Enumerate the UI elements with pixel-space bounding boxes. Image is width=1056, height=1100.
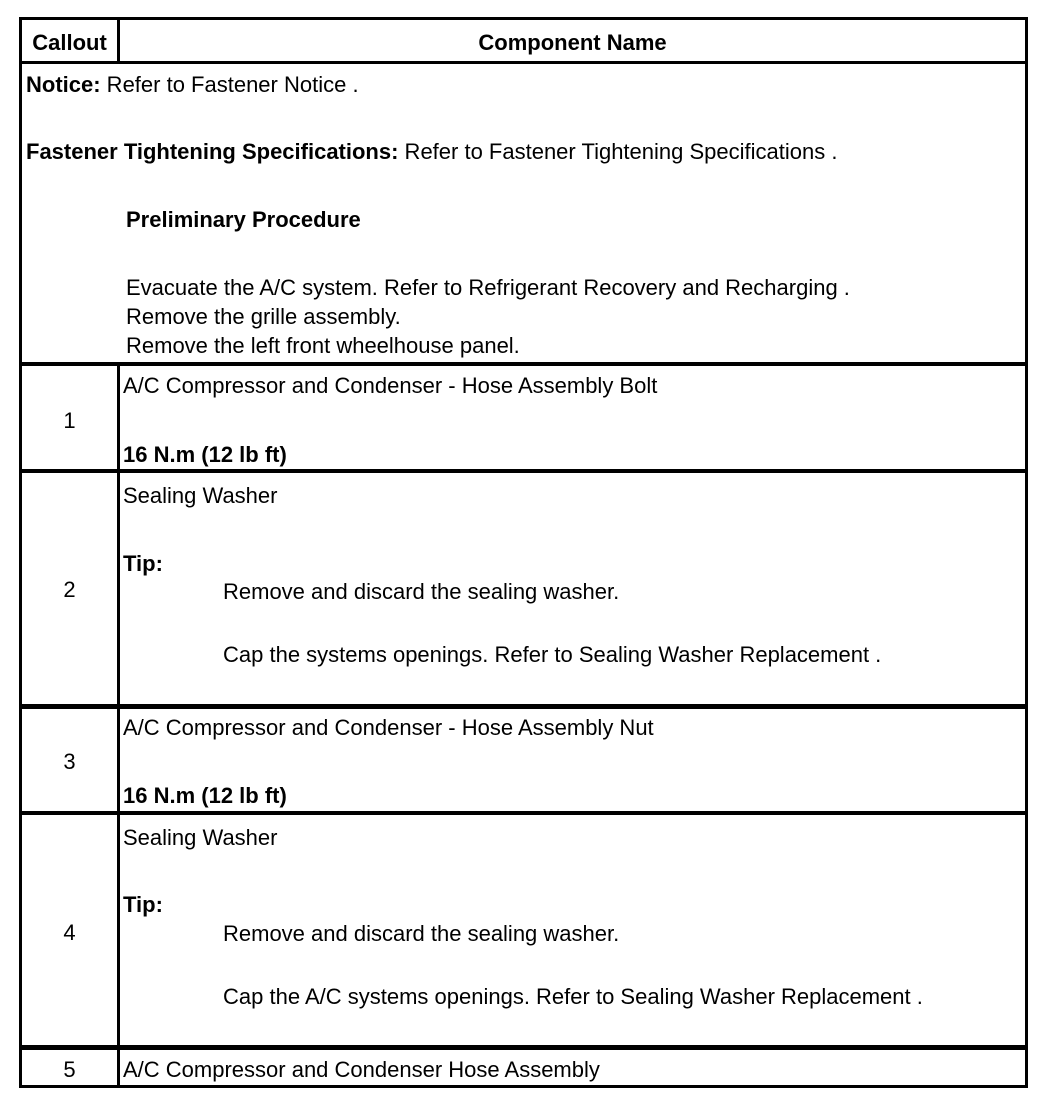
tip-text: Cap the systems openings. Refer to Sealing Washer Replacement . (223, 642, 882, 667)
preliminary-step: Evacuate the A/C system. Refer to Refrigerant Recovery and Recharging . (126, 275, 850, 300)
tip-text: Remove and discard the sealing washer. (223, 579, 620, 604)
intro-bottom-line (22, 362, 1025, 366)
fastener-spec-line (26, 139, 837, 165)
notice-label: Notice: (26, 72, 101, 97)
header-bottom-line (22, 61, 1025, 64)
row-divider (22, 1045, 1025, 1050)
callout-number: 4 (63, 920, 76, 945)
component-name-header: Component Name (478, 30, 667, 55)
row-divider (22, 469, 1025, 473)
component-name: Sealing Washer (123, 483, 278, 508)
callout-number: 5 (63, 1057, 76, 1082)
fastener-spec-label: Fastener Tightening Specifications: (26, 139, 399, 164)
callout-number: 2 (63, 577, 76, 602)
component-name: A/C Compressor and Condenser - Hose Assembly Nut (123, 715, 654, 740)
preliminary-procedure-title: Preliminary Procedure (126, 207, 361, 232)
component-name: Sealing Washer (123, 825, 278, 850)
preliminary-step: Remove the grille assembly. (126, 304, 401, 329)
torque-spec: 16 N.m (12 lb ft) (123, 442, 287, 467)
row-divider (22, 811, 1025, 815)
component-table (19, 17, 1028, 1088)
tip-label: Tip: (123, 892, 163, 917)
notice-text: Refer to Fastener Notice . (100, 72, 359, 97)
callout-number: 3 (63, 749, 76, 774)
notice-line (26, 72, 359, 98)
row-divider (22, 704, 1025, 709)
header-divider (117, 20, 120, 62)
component-name: A/C Compressor and Condenser - Hose Assembly Bolt (123, 373, 658, 398)
callout-header: Callout (32, 30, 107, 55)
tip-label: Tip: (123, 551, 163, 576)
tip-text: Remove and discard the sealing washer. (223, 921, 620, 946)
preliminary-step: Remove the left front wheelhouse panel. (126, 333, 520, 358)
callout-number: 1 (63, 408, 76, 433)
torque-spec: 16 N.m (12 lb ft) (123, 783, 287, 808)
tip-text: Cap the A/C systems openings. Refer to Sealing Washer Replacement . (223, 984, 923, 1009)
component-name: A/C Compressor and Condenser Hose Assembly (123, 1057, 600, 1082)
fastener-spec-text: Refer to Fastener Tightening Specifications . (398, 139, 838, 164)
